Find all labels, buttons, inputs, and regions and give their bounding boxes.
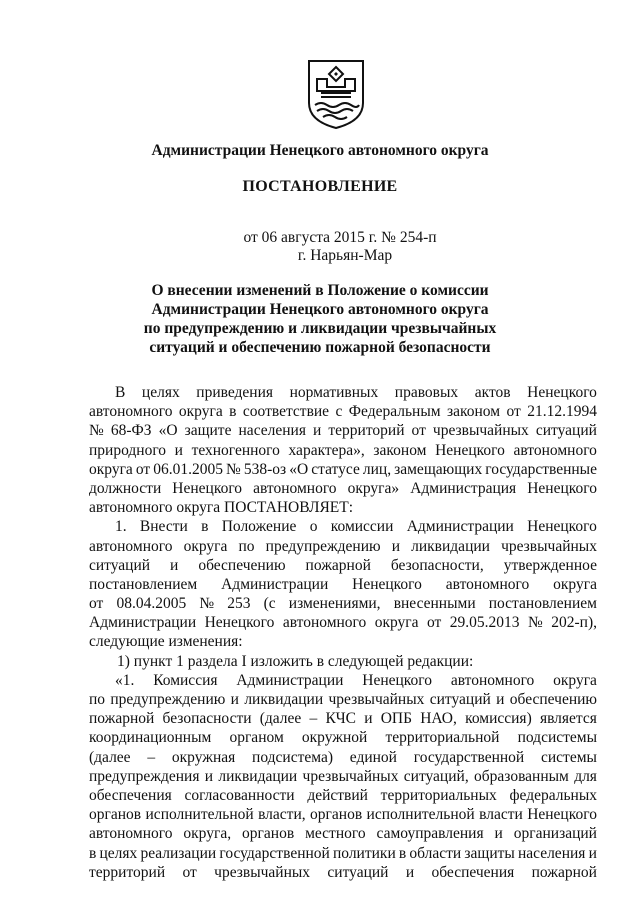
body-word: территориальной xyxy=(385,729,500,747)
body-word: с xyxy=(335,403,343,421)
body-word: окружная xyxy=(171,748,236,766)
body-word: по xyxy=(89,691,106,708)
document-city: г. Нарьян-Мар xyxy=(297,247,393,264)
body-word: комиссия) xyxy=(465,710,532,728)
body-word: замещающих xyxy=(394,460,483,478)
body-word: автономного xyxy=(89,537,173,555)
body-word: власти xyxy=(479,806,523,824)
subject-line: ситуаций и обеспечению пожарной безопасности xyxy=(149,339,491,356)
body-word: Администрации xyxy=(221,575,329,593)
body-word: пожарной xyxy=(89,710,155,728)
body-word: обеспечению xyxy=(509,691,597,708)
body-word: и xyxy=(174,441,183,459)
body-word: ситуаций, xyxy=(403,767,469,785)
body-word: исполнительной xyxy=(145,806,254,824)
body-word: № xyxy=(226,460,241,478)
body-word: от xyxy=(506,403,521,421)
issuing-authority: Администрации Ненецкого автономного округа xyxy=(151,142,489,159)
body-word: подсистема) xyxy=(252,748,333,766)
body-word: Ненецкого xyxy=(527,806,597,824)
body-line xyxy=(89,575,597,594)
body-word: целях xyxy=(99,844,138,862)
body-word: территориальных xyxy=(380,786,497,804)
body-word: и xyxy=(405,863,415,881)
body-line: 1) пункт 1 раздела I изложить в следующей редакции: xyxy=(117,652,474,670)
body-line xyxy=(89,805,597,824)
body-word: КЧС xyxy=(325,710,356,728)
body-line xyxy=(89,594,597,613)
body-word: государственной xyxy=(413,748,525,766)
body-word: должности xyxy=(89,479,162,497)
body-word: реализации xyxy=(140,844,217,862)
body-word: области xyxy=(409,844,462,862)
body-word: природного xyxy=(89,441,167,459)
subject-line: О внесении изменений в Положение о комиссии xyxy=(151,282,489,299)
body-word: округа xyxy=(553,671,597,689)
body-word: округа, xyxy=(183,825,232,843)
body-word: органом xyxy=(229,729,284,747)
body-word: округа xyxy=(183,537,228,555)
body-word: № xyxy=(89,422,104,440)
body-word: автономного xyxy=(282,614,367,632)
body-word: защите xyxy=(184,422,232,440)
body-word: Администрация xyxy=(410,479,517,497)
body-word: нормативных xyxy=(289,384,379,401)
body-word: безопасности, xyxy=(390,556,484,574)
document-subject xyxy=(0,281,640,357)
body-word: приведения xyxy=(196,384,274,401)
body-word: НАО, xyxy=(420,710,457,728)
body-word: автономного xyxy=(445,575,530,593)
body-word: подсистемы xyxy=(517,729,597,747)
body-word: 68-ФЗ xyxy=(110,422,152,440)
body-word: политики xyxy=(332,844,396,862)
body-word: Внести xyxy=(139,518,188,536)
body-word: «О xyxy=(289,460,309,478)
body-word: населения xyxy=(517,844,586,862)
document-date-number: от 06 августа 2015 г. № 254-п xyxy=(243,229,437,246)
body-word: органов xyxy=(242,825,295,843)
body-line xyxy=(89,441,597,460)
body-word: и xyxy=(494,825,503,843)
body-word: законом xyxy=(447,403,501,421)
body-word: системы xyxy=(541,748,597,766)
body-word: соответствие xyxy=(242,403,330,421)
body-word: Федеральным xyxy=(348,403,441,421)
body-word: статусе xyxy=(311,460,360,478)
body-word: территорий xyxy=(328,422,405,440)
body-word: комиссии xyxy=(330,518,394,536)
body-word: Администрации xyxy=(406,518,514,536)
body-word: местного xyxy=(305,825,366,843)
body-word: Ненецкого xyxy=(435,441,505,459)
body-word: обеспечению xyxy=(198,556,286,574)
body-word: исполнительной xyxy=(366,806,475,824)
body-word: (далее xyxy=(259,710,302,728)
body-word: для xyxy=(574,767,597,785)
body-word: «О xyxy=(158,422,178,440)
body-word: (далее xyxy=(89,748,131,766)
body-word: и xyxy=(364,710,373,728)
body-word: 538-оз xyxy=(243,460,287,478)
body-line xyxy=(89,613,597,632)
body-word: по xyxy=(238,537,255,555)
body-word: «1. xyxy=(115,671,135,689)
subject-line: по предупреждению и ликвидации чрезвычайных xyxy=(143,320,497,337)
body-word: власти, xyxy=(258,806,306,824)
body-word: 202-п), xyxy=(551,614,597,632)
body-word: актов xyxy=(474,384,511,401)
body-word: о xyxy=(309,518,318,536)
body-line xyxy=(89,786,597,805)
body-word: Администрации xyxy=(236,671,344,689)
body-word: – xyxy=(309,710,318,728)
body-line xyxy=(89,556,597,575)
body-word: федеральных xyxy=(509,786,597,804)
body-line xyxy=(89,517,597,536)
body-word: обеспечения xyxy=(431,863,515,881)
body-word: целях xyxy=(141,384,180,401)
body-word: окружной xyxy=(301,729,368,747)
body-word: в xyxy=(201,518,209,536)
body-word: Положение xyxy=(221,518,297,536)
body-line xyxy=(89,402,597,421)
body-word: В xyxy=(115,384,126,401)
body-word: техногенного xyxy=(191,441,280,459)
body-word: ситуаций xyxy=(327,863,389,881)
body-word: ОПБ xyxy=(380,710,412,728)
body-word: организаций xyxy=(513,825,597,843)
body-line xyxy=(89,767,597,786)
body-word: лиц, xyxy=(362,460,392,478)
body-word: ситуаций xyxy=(429,691,491,708)
body-word: защиты xyxy=(464,844,515,862)
body-word: самоуправления xyxy=(376,825,484,843)
body-word: безопасности xyxy=(162,710,252,728)
body-line xyxy=(89,709,597,728)
body-word: (с xyxy=(263,595,276,613)
body-word: 29.05.2013 xyxy=(449,614,520,632)
body-word: округа xyxy=(89,460,133,478)
body-word: ситуаций xyxy=(535,422,597,440)
body-word: характера», xyxy=(288,441,365,459)
body-word: постановлением xyxy=(89,575,198,593)
body-word: от xyxy=(427,614,442,632)
body-word: органов xyxy=(310,806,363,824)
body-line xyxy=(89,728,597,747)
body-word: автономного xyxy=(89,825,173,843)
body-word: ситуаций xyxy=(89,556,151,574)
body-line: автономного округа ПОСТАНОВЛЯЕТ: xyxy=(89,499,354,517)
body-word: округа xyxy=(374,614,419,632)
body-word: автономного xyxy=(253,479,337,497)
body-word: Комиссия xyxy=(153,671,218,689)
body-word: пожарной xyxy=(531,863,597,881)
body-line xyxy=(89,690,597,709)
body-line xyxy=(89,537,597,556)
body-word: государственной xyxy=(219,844,330,862)
body-word: чрезвычайных xyxy=(214,863,311,881)
body-word: единой xyxy=(349,748,397,766)
body-word: автономного xyxy=(89,403,173,421)
body-word: Ненецкого xyxy=(527,518,597,536)
body-word: согласованности xyxy=(184,786,295,804)
body-word: Ненецкого xyxy=(172,479,243,497)
body-word: Ненецкого xyxy=(352,575,422,593)
body-word: 08.04.2005 xyxy=(116,595,187,613)
body-word: и xyxy=(588,844,597,862)
body-word: № xyxy=(528,614,543,632)
body-word: координационным xyxy=(89,729,212,747)
body-word: в xyxy=(398,844,407,862)
body-word: предупреждению xyxy=(265,537,381,555)
body-word: чрезвычайных xyxy=(432,422,529,440)
body-word: Ненецкого xyxy=(362,671,433,689)
body-line xyxy=(89,844,597,863)
body-word: чрезвычайных xyxy=(501,537,597,555)
body-word: – xyxy=(147,748,156,766)
document-type: ПОСТАНОВЛЕНИЕ xyxy=(242,178,398,195)
body-line xyxy=(89,421,597,440)
body-word: и xyxy=(230,691,239,708)
body-word: ликвидации xyxy=(244,691,324,708)
body-line xyxy=(89,671,597,690)
body-word: № xyxy=(199,595,215,613)
body-word: 21.12.1994 xyxy=(527,403,597,421)
body-word: органов xyxy=(89,806,142,824)
body-word: Администрации xyxy=(89,614,197,632)
body-word: чрезвычайных xyxy=(302,767,399,785)
body-word: 1. xyxy=(115,518,127,536)
body-word: изменениями, xyxy=(288,595,381,613)
body-word: от xyxy=(182,863,197,881)
body-word: и xyxy=(313,422,322,440)
body-line: следующие изменения: xyxy=(89,633,243,651)
body-word: округа xyxy=(178,403,223,421)
body-word: действий xyxy=(307,786,368,804)
body-word: обеспечения xyxy=(89,786,172,804)
body-word: от xyxy=(135,460,151,478)
body-word: и xyxy=(170,556,179,574)
body-word: пожарной xyxy=(305,556,371,574)
body-word: ликвидации xyxy=(411,537,490,555)
body-word: образованным xyxy=(474,767,569,785)
body-word: предупреждению xyxy=(110,691,226,708)
body-word: утвержденное xyxy=(503,556,597,574)
subject-line: Администрации Ненецкого автономного округа xyxy=(151,301,489,318)
body-word: в xyxy=(229,403,237,421)
body-word: Ненецкого xyxy=(527,479,597,497)
body-word: чрезвычайных xyxy=(328,691,425,708)
body-word: территорий xyxy=(89,863,166,881)
body-word: правовых xyxy=(394,384,459,401)
body-word: Ненецкого xyxy=(204,614,275,632)
body-word: автономного xyxy=(513,441,597,459)
body-line xyxy=(89,460,597,479)
body-line xyxy=(89,863,597,882)
body-word: внесенными xyxy=(393,595,476,613)
coat-of-arms-icon xyxy=(305,57,367,131)
body-word: округа xyxy=(553,575,597,593)
body-word: ликвидации xyxy=(218,767,298,785)
body-word: законом xyxy=(373,441,427,459)
body-word: от xyxy=(411,422,426,440)
body-line xyxy=(89,824,597,843)
body-word: населения xyxy=(238,422,306,440)
body-word: и xyxy=(204,767,214,785)
body-word: от xyxy=(89,595,104,613)
body-word: и xyxy=(391,537,401,555)
body-word: государственные xyxy=(485,460,597,478)
body-line xyxy=(89,748,597,767)
body-word: 253 xyxy=(227,595,251,613)
body-word: 06.01.2005 xyxy=(153,460,223,478)
body-word: постановлением xyxy=(488,595,597,613)
body-word: и xyxy=(496,691,505,708)
document-body xyxy=(89,383,597,882)
body-word: округа» xyxy=(347,479,400,497)
body-word: Ненецкого xyxy=(527,384,597,401)
body-word: в xyxy=(89,844,97,862)
body-word: автономного xyxy=(450,671,535,689)
body-word: предупреждения xyxy=(89,767,200,785)
body-word: является xyxy=(539,710,597,728)
body-line xyxy=(89,383,597,402)
body-line xyxy=(89,479,597,498)
